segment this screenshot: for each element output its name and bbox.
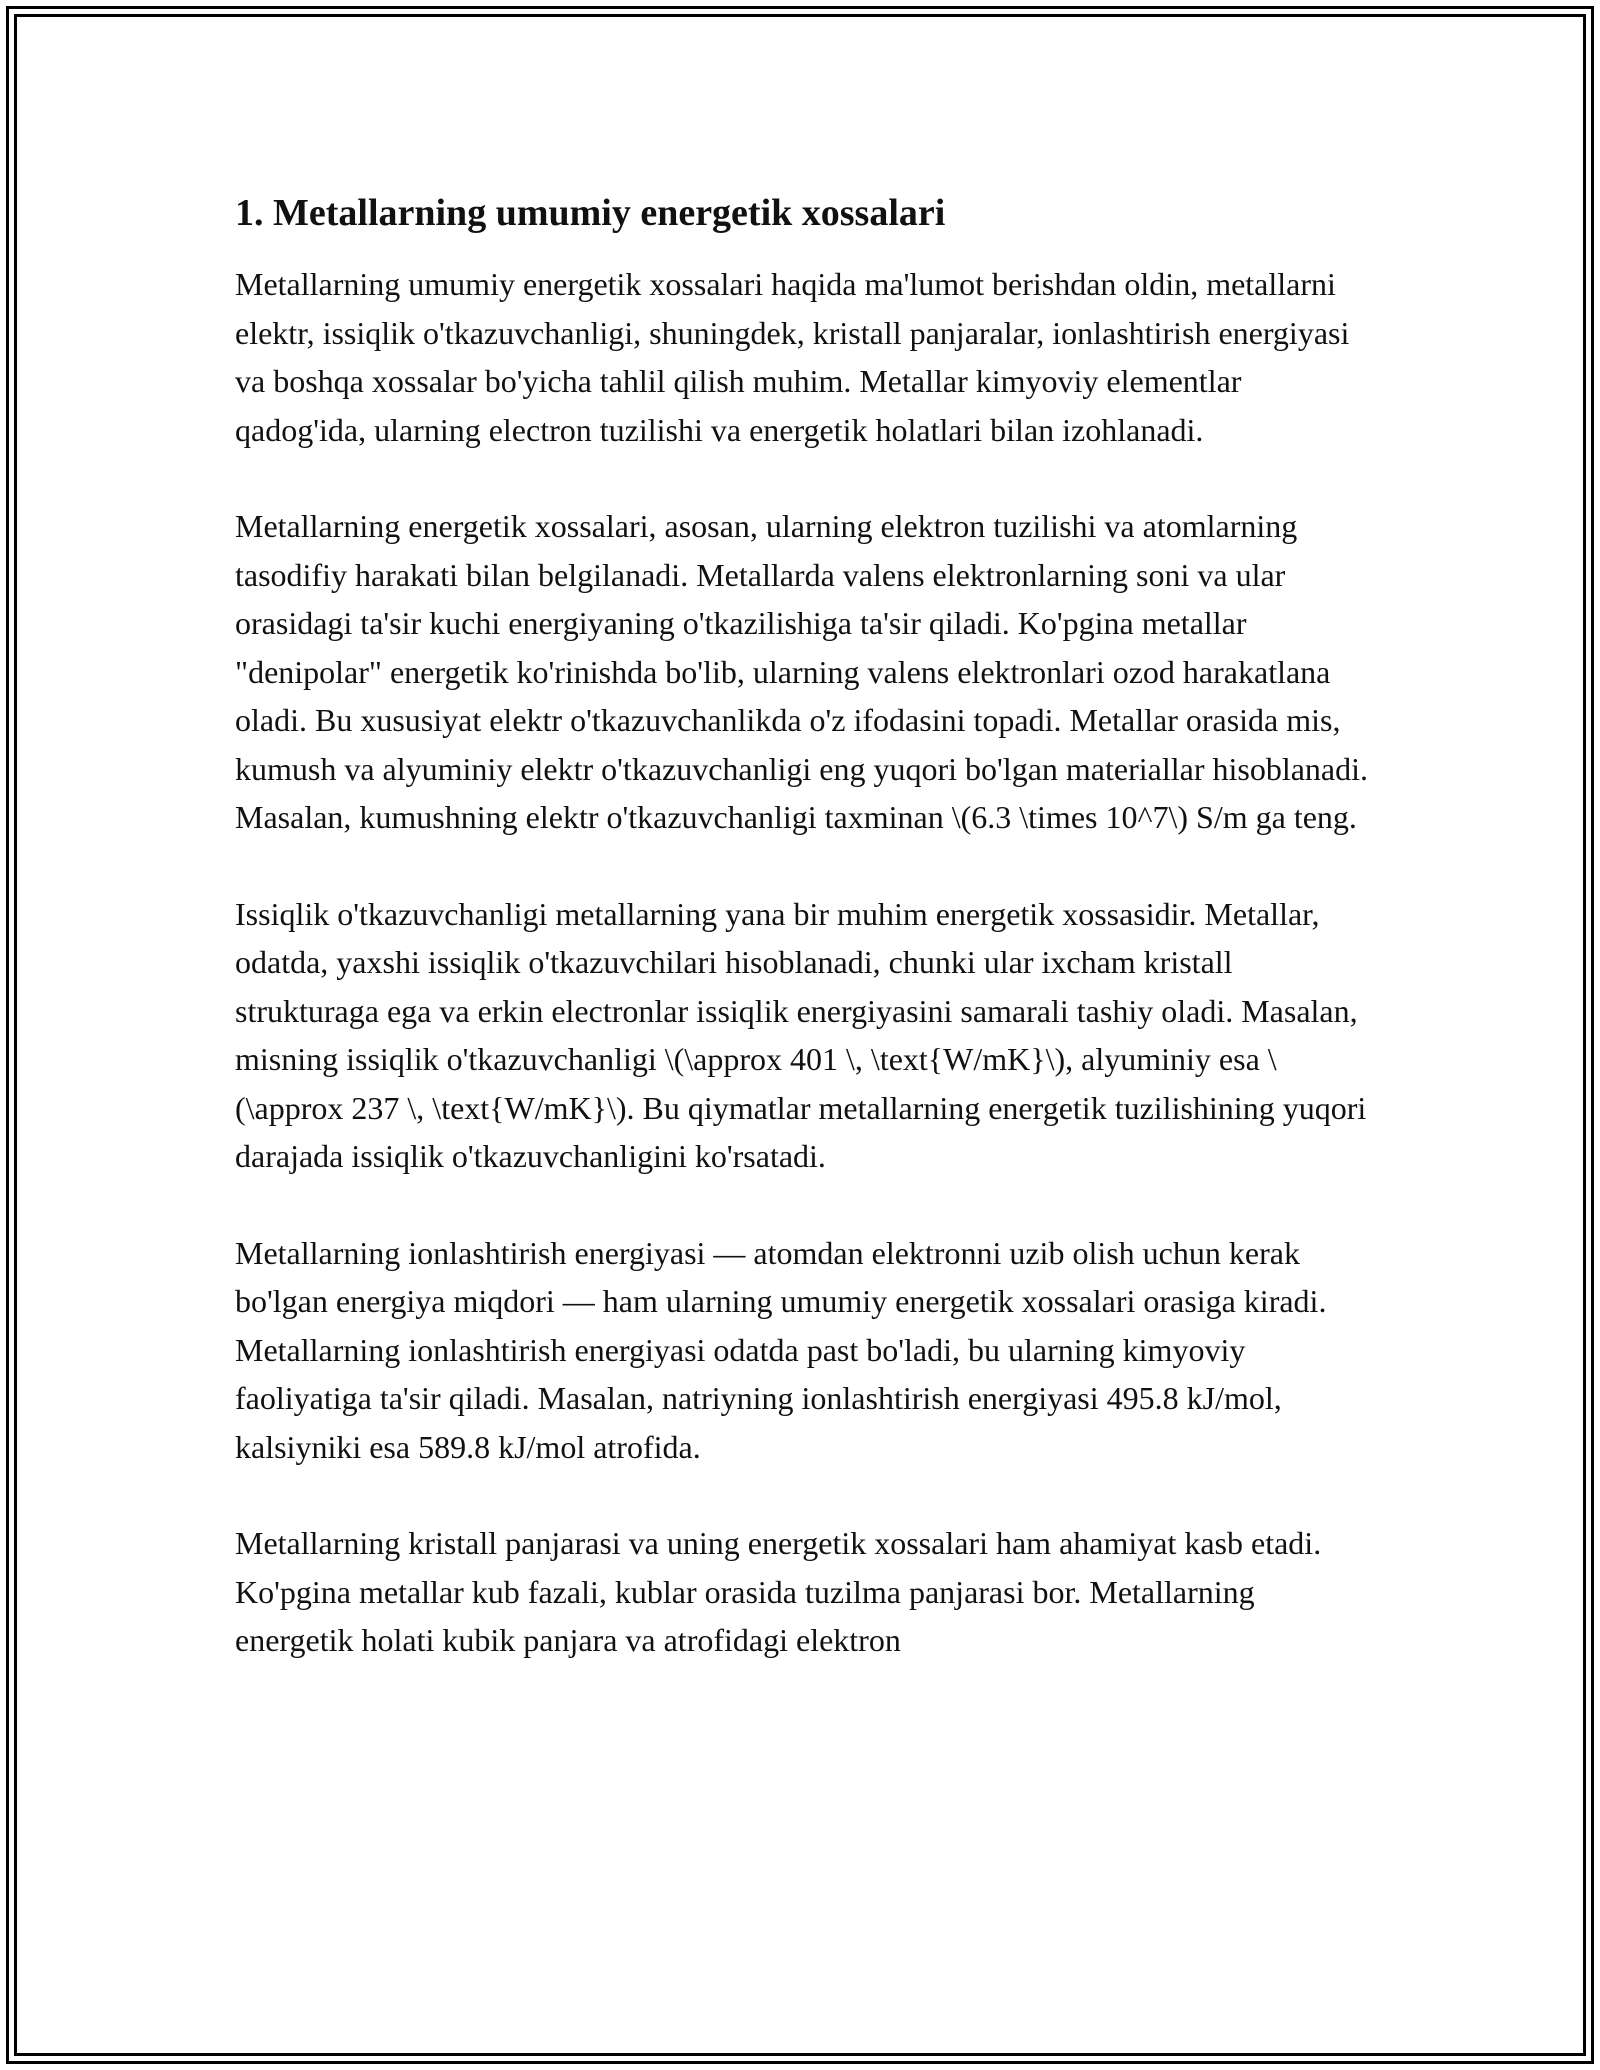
section-heading: 1. Metallarning umumiy energetik xossalari [235,192,946,234]
paragraph-crystal-lattice: Metallarning kristall panjarasi va uning energetik xossalari ham ahamiyat kasb etadi. Ko'pgina metallar kub fazali, kublar orasida tuzilma panjarasi bor. Metallarning energetik holati kubik panjara va atrofidagi elektron [235,1525,1322,1658]
document-body [235,188,1385,1713]
paragraph-electrical-conductivity: Metallarning energetik xossalari, asosan, ularning elektron tuzilishi va atomlarning tasodifiy harakati bilan belgilanadi. Metallarda valens elektronlarning soni va ular orasidagi ta'sir kuchi energiyaning o'tkazilishiga ta'sir qiladi. Ko'pgina metallar "denipolar" energetik ko'rinishda bo'lib, ularning valens elektronlari ozod harakatlana oladi. Bu xususiyat elektr o'tkazuvchanlikda o'z ifodasini topadi. Metallar orasida mis, kumush va alyuminiy elektr o'tkazuvchanligi eng yuqori bo'lgan materiallar hisoblanadi. Masalan, kumushning elektr o'tkazuvchanligi taxminan \(6.3 \times 10^7\) S/m ga teng. [235,508,1369,835]
paragraph-thermal-conductivity: Issiqlik o'tkazuvchanligi metallarning yana bir muhim energetik xossasidir. Metallar, odatda, yaxshi issiqlik o'tkazuvchilari hisoblanadi, chunki ular ixcham kristall strukturaga ega va erkin electronlar issiqlik energiyasini samarali tashiy oladi. Masalan, misning issiqlik o'tkazuvchanligi \(\approx 401 \, \text{W/mK}\), alyuminiy esa \(\approx 237 \, \text{W/mK}\). Bu qiymatlar metallarning energetik tuzilishining yuqori darajada issiqlik o'tkazuvchanligini ko'rsatadi. [235,895,1367,1174]
paragraph-ionization-energy: Metallarning ionlashtirish energiyasi — atomdan elektronni uzib olish uchun kerak bo'lgan energiya miqdori — ham ularning umumiy energetik xossalari orasiga kiradi. Metallarning ionlashtirish energiyasi odatda past bo'ladi, bu ularning kimyoviy faoliyatiga ta'sir qiladi. Masalan, natriyning ionlashtirish energiyasi 495.8 kJ/mol, kalsiyniki esa 589.8 kJ/mol atrofida. [235,1234,1327,1465]
paragraph-intro: Metallarning umumiy energetik xossalari haqida ma'lumot berishdan oldin, metallarni elektr, issiqlik o'tkazuvchanligi, shuningdek, kristall panjaralar, ionlashtirish energiyasi va boshqa xossalar bo'yicha tahlil qilish muhim. Metallar kimyoviy elementlar qadog'ida, ularning electron tuzilishi va energetik holatlari bilan izohlanadi. [235,266,1350,448]
